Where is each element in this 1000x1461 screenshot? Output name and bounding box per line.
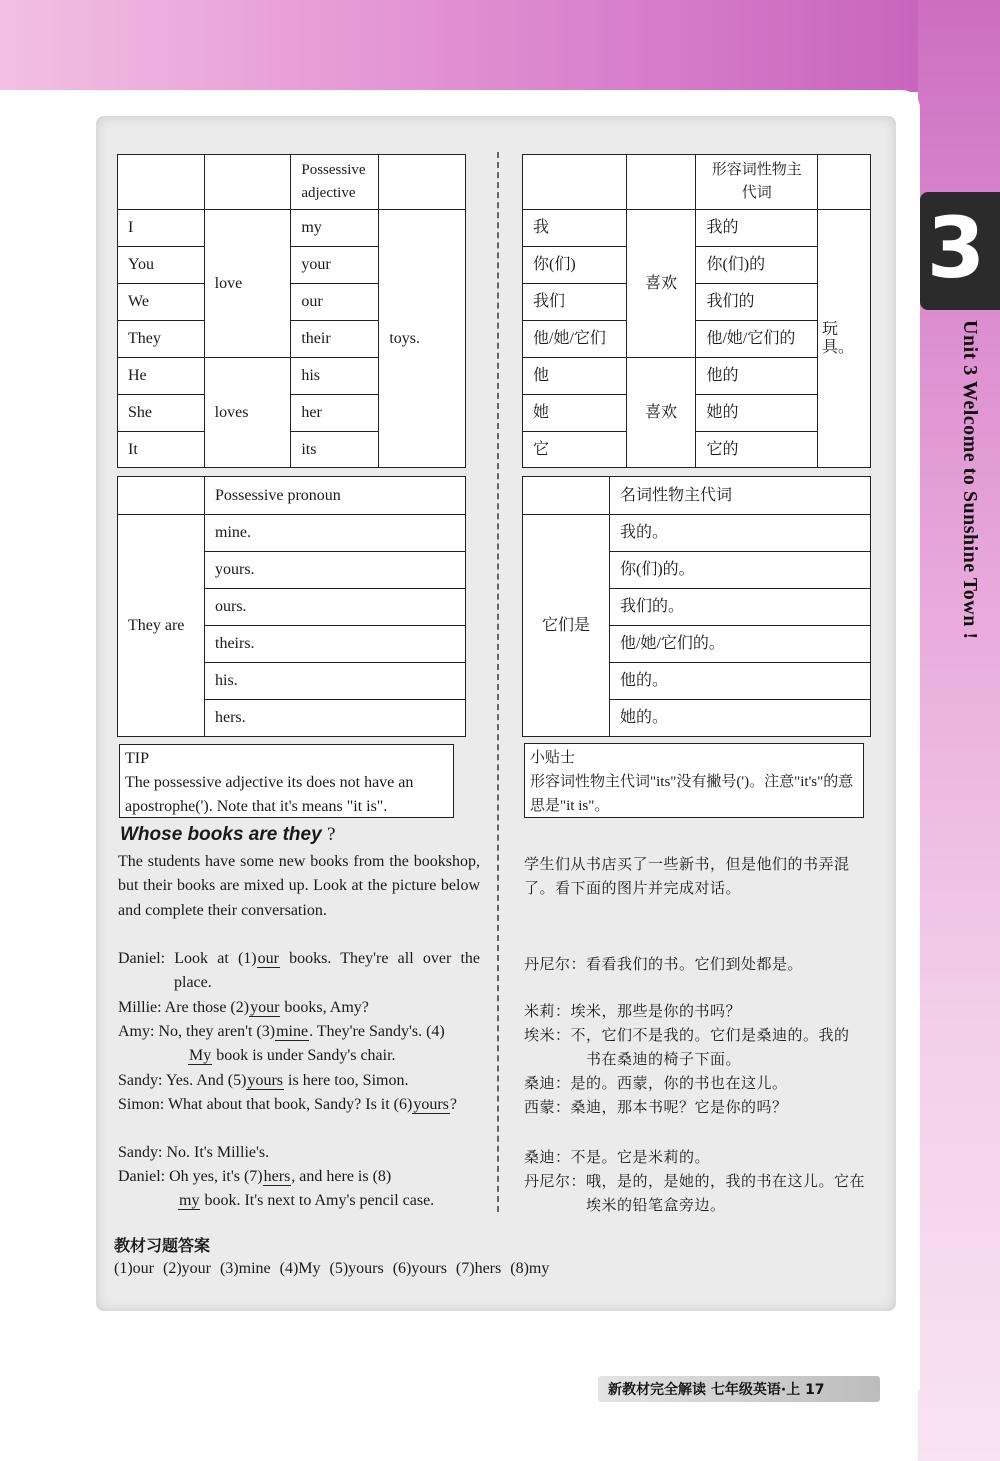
header-cell xyxy=(523,477,610,515)
pronoun-cell: 你(们) xyxy=(523,247,627,284)
answer-blank: mine xyxy=(276,1023,309,1040)
dialogue-line xyxy=(118,1141,480,1165)
answer-key-text: (1)our (2)your (3)mine (4)My (5)yours (6)yours (7)hers (8)my xyxy=(114,1260,550,1277)
exercise-title: Whose books are they xyxy=(120,824,322,845)
exercise-intro: The students have some new books from the bookshop, but their books are mixed up. Look at the picture below and complete their conversation. xyxy=(118,853,480,919)
tip-title: TIP xyxy=(125,750,149,767)
translation-line: 桑迪：不是。它是米莉的。 xyxy=(524,1150,711,1166)
cn-possessive-adjective-table xyxy=(522,154,871,468)
object-cell: toys. xyxy=(379,210,466,468)
pronoun-cell: I xyxy=(118,210,205,247)
dialogue-text: Daniel: Look at (1) xyxy=(118,950,257,967)
tip-title: 小贴士 xyxy=(530,750,576,766)
pronoun-cell: his. xyxy=(205,663,466,700)
dialogue-text: book. It's next to Amy's pencil case. xyxy=(200,1192,435,1209)
translation-line: 丹尼尔：看看我们的书。它们到处都是。 xyxy=(524,957,804,973)
exercise-heading xyxy=(120,824,335,846)
dialogue-line xyxy=(118,1020,480,1044)
tip-box xyxy=(119,744,454,818)
pronoun-cell: 我们 xyxy=(523,284,627,321)
unit-number: 3 xyxy=(926,199,986,297)
dialogue-text: book is under Sandy's chair. xyxy=(212,1047,396,1064)
dialogue-line xyxy=(118,1165,480,1189)
verb-cell: 喜欢 xyxy=(626,358,696,468)
header-cell: 名词性物主代词 xyxy=(610,477,871,515)
header-cell xyxy=(204,155,291,210)
header-cell xyxy=(379,155,466,210)
header-cell xyxy=(523,155,627,210)
header-cell xyxy=(818,155,871,210)
dialogue-text: Sandy: Yes. And (5) xyxy=(118,1072,247,1089)
header-cell xyxy=(118,477,205,515)
pronoun-cell: We xyxy=(118,284,205,321)
header-cell: Possessive pronoun xyxy=(205,477,466,515)
object-cell: 玩具。 xyxy=(818,210,871,468)
pronoun-cell: You xyxy=(118,247,205,284)
pronoun-cell: 她 xyxy=(523,395,627,432)
translation-line: 桑迪：是的。西蒙，你的书也在这儿。 xyxy=(524,1076,788,1092)
dialogue-line xyxy=(118,1093,480,1117)
adjective-cell: their xyxy=(291,321,379,358)
answer-blank: yours xyxy=(247,1072,284,1089)
answer-key-title: 教材习题答案 xyxy=(114,1236,211,1255)
adjective-cell: his xyxy=(291,358,379,395)
pronoun-cell: 他/她/它们的。 xyxy=(610,626,871,663)
answer-key xyxy=(114,1235,549,1281)
dialogue-text: Daniel: Oh yes, it's (7) xyxy=(118,1168,263,1185)
adjective-cell: 他/她/它们的 xyxy=(696,321,818,358)
pronoun-cell: yours. xyxy=(205,552,466,589)
answer-blank: hers xyxy=(263,1168,291,1185)
subject-cell: 它们是 xyxy=(523,515,610,737)
dialogue-line xyxy=(118,947,480,996)
dialogue-text: books, Amy? xyxy=(280,999,369,1016)
dialogue-text: books. They're all over the place. xyxy=(174,950,480,992)
top-decorative-band xyxy=(0,0,1000,92)
pronoun-cell: 我的。 xyxy=(610,515,871,552)
dialogue-text: Simon: What about that book, Sandy? Is it (6) xyxy=(118,1096,413,1113)
unit-number-tab xyxy=(920,192,1000,310)
translation-line: 米莉：埃米，那些是你的书吗？ xyxy=(524,1004,742,1020)
cn-possessive-pronoun-table xyxy=(522,476,871,737)
pronoun-cell: 他 xyxy=(523,358,627,395)
heading-question-mark: ? xyxy=(326,824,336,845)
adjective-cell: her xyxy=(291,395,379,432)
header-cell: 形容词性物主代词 xyxy=(696,155,818,210)
dialogue-line xyxy=(118,996,480,1020)
adjective-cell: 他的 xyxy=(696,358,818,395)
dialogue-text: , and here is (8) xyxy=(291,1168,392,1185)
adjective-cell: 它的 xyxy=(696,432,818,468)
answer-blank: yours xyxy=(413,1096,449,1113)
subject-cell: They are xyxy=(118,515,205,737)
pronoun-cell: 他/她/它们 xyxy=(523,321,627,358)
dialogue-text: Amy: No, they aren't (3) xyxy=(118,1023,276,1040)
translation-line: 埃米的铅笔盒旁边。 xyxy=(586,1198,726,1214)
adjective-cell: 她的 xyxy=(696,395,818,432)
dialogue-line xyxy=(118,1044,480,1068)
pronoun-cell: She xyxy=(118,395,205,432)
answer-blank: My xyxy=(189,1047,212,1064)
column-divider xyxy=(497,152,499,1212)
pronoun-cell: They xyxy=(118,321,205,358)
pronoun-cell: 你(们)的。 xyxy=(610,552,871,589)
pronoun-cell: It xyxy=(118,432,205,468)
verb-cell: love xyxy=(204,210,291,358)
dialogue-text: Millie: Are those (2) xyxy=(118,999,250,1016)
pronoun-cell: ours. xyxy=(205,589,466,626)
header-cell: Possessive adjective xyxy=(291,155,379,210)
book-footer-text: 新教材完全解读 七年级英语·上 17 xyxy=(608,1382,825,1398)
pronoun-cell: hers. xyxy=(205,700,466,737)
translation-line: 丹尼尔：哦，是的，是她的，我的书在这儿。它在 xyxy=(524,1174,866,1190)
pronoun-cell: mine. xyxy=(205,515,466,552)
possessive-pronoun-table xyxy=(117,476,466,737)
book-footer xyxy=(598,1376,880,1402)
tip-text: The possessive adjective its does not have an apostrophe('). Note that it's means "it is". xyxy=(125,774,414,815)
pronoun-cell: 我 xyxy=(523,210,627,247)
adjective-cell: 你(们)的 xyxy=(696,247,818,284)
adjective-cell: 我们的 xyxy=(696,284,818,321)
adjective-cell: your xyxy=(291,247,379,284)
answer-blank: your xyxy=(250,999,280,1016)
dialogue-line xyxy=(118,1189,480,1213)
header-cell xyxy=(626,155,696,210)
adjective-cell: its xyxy=(291,432,379,468)
adjective-cell: 我的 xyxy=(696,210,818,247)
answer-blank: our xyxy=(257,950,279,967)
pronoun-cell: 他的。 xyxy=(610,663,871,700)
verb-cell: loves xyxy=(204,358,291,468)
possessive-adjective-table xyxy=(117,154,466,468)
adjective-cell: our xyxy=(291,284,379,321)
translation-line: 埃米：不，它们不是我的。它们是桑迪的。我的 xyxy=(524,1028,850,1044)
answer-blank: my xyxy=(179,1192,200,1209)
dialogue-line xyxy=(118,1069,480,1093)
dialogue-text: Sandy: No. It's Millie's. xyxy=(118,1144,270,1161)
verb-cell: 喜欢 xyxy=(626,210,696,358)
pronoun-cell: theirs. xyxy=(205,626,466,663)
translation-line: 西蒙：桑迪，那本书呢？它是你的吗？ xyxy=(524,1100,788,1116)
dialogue-text: . They're Sandy's. (4) xyxy=(309,1023,445,1040)
cn-tip-box xyxy=(524,743,864,818)
dialogue-text: ? xyxy=(449,1096,458,1113)
unit-title: Unit 3 Welcome to Sunshine Town ! xyxy=(959,320,981,640)
pronoun-cell: 她的。 xyxy=(610,700,871,737)
pronoun-cell: 它 xyxy=(523,432,627,468)
tip-text: 形容词性物主代词"its"没有撇号(')。注意"it's"的意思是"it is"。 xyxy=(530,774,854,814)
header-cell xyxy=(118,155,205,210)
pronoun-cell: He xyxy=(118,358,205,395)
translation-intro: 学生们从书店买了一些新书，但是他们的书弄混了。看下面的图片并完成对话。 xyxy=(524,857,850,897)
dialogue-text: is here too, Simon. xyxy=(284,1072,409,1089)
adjective-cell: my xyxy=(291,210,379,247)
pronoun-cell: 我们的。 xyxy=(610,589,871,626)
translation-line: 书在桑迪的椅子下面。 xyxy=(586,1052,742,1068)
